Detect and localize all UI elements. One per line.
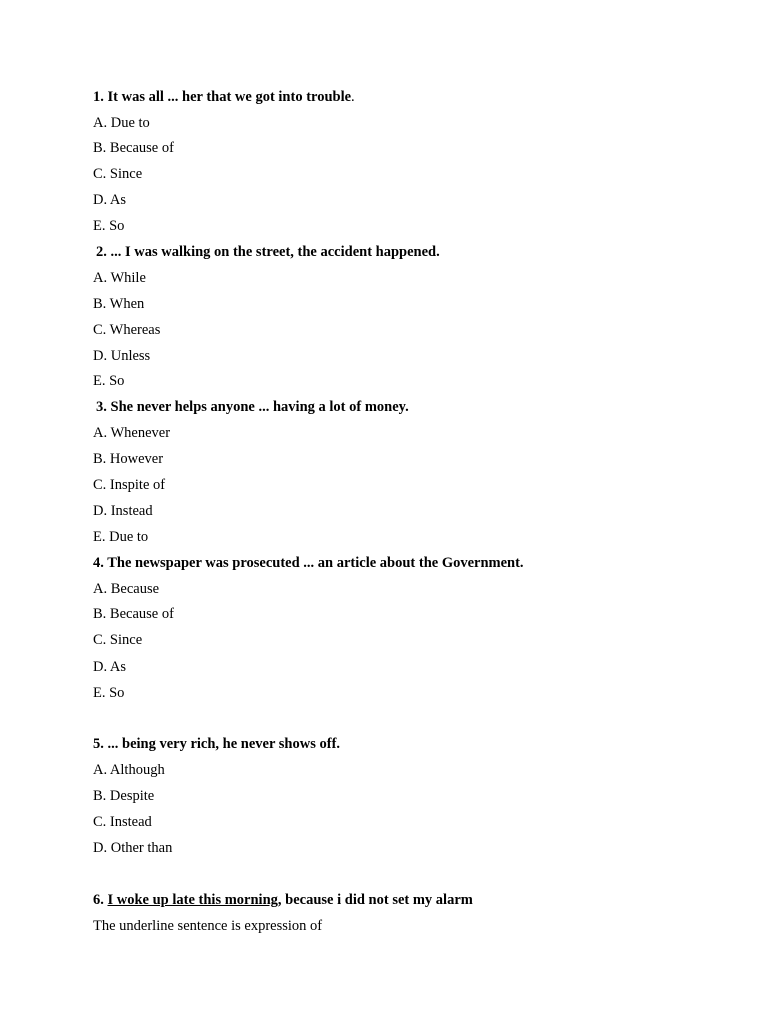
question-1-prompt	[93, 88, 355, 106]
question-6-prompt-rest: , because i did not set my alarm	[277, 892, 473, 908]
question-1-option-b: B. Because of	[93, 140, 174, 156]
question-6-number: 6.	[93, 892, 108, 908]
question-6-prompt	[93, 891, 473, 909]
question-1-option-a: A. Due to	[93, 115, 150, 131]
question-4-option-b: B. Because of	[93, 606, 174, 622]
question-2-option-c: C. Whereas	[93, 322, 161, 338]
question-2-option-e: E. So	[93, 373, 125, 389]
question-2-option-d: D. Unless	[93, 348, 151, 364]
question-2-option-b: B. When	[93, 296, 145, 312]
question-6-followup: The underline sentence is expression of	[93, 918, 323, 934]
question-4-option-a: A. Because	[93, 581, 160, 597]
question-3-option-c: C. Inspite of	[93, 477, 166, 493]
question-3-option-a: A. Whenever	[93, 425, 171, 441]
question-5-prompt: 5. ... being very rich, he never shows off.	[93, 736, 341, 752]
question-4-option-c: C. Since	[93, 632, 143, 648]
question-4-prompt: 4. The newspaper was prosecuted ... an article about the Government.	[93, 555, 524, 571]
question-1-option-e: E. So	[93, 218, 125, 234]
question-2-option-a: A. While	[93, 270, 146, 286]
question-3-prompt: 3. She never helps anyone ... having a lot of money.	[96, 399, 409, 415]
question-3-option-e: E. Due to	[93, 529, 149, 545]
question-6-underlined-sentence: I woke up late this morning	[107, 892, 278, 908]
question-5-option-c: C. Instead	[93, 814, 152, 830]
question-2-prompt: 2. ... I was walking on the street, the accident happened.	[96, 244, 440, 260]
question-5-option-b: B. Despite	[93, 788, 155, 804]
question-5-option-a: A. Although	[93, 762, 165, 778]
question-1-prompt-tail: .	[351, 89, 355, 105]
question-3-option-d: D. Instead	[93, 503, 153, 519]
question-4-option-e: E. So	[93, 685, 125, 701]
question-1-option-c: C. Since	[93, 166, 143, 182]
question-5-option-d: D. Other than	[93, 840, 173, 856]
question-1-option-d: D. As	[93, 192, 127, 208]
question-3-option-b: B. However	[93, 451, 164, 467]
question-1-prompt-text: 1. It was all ... her that we got into trouble	[93, 89, 352, 105]
question-4-option-d: D. As	[93, 659, 127, 675]
